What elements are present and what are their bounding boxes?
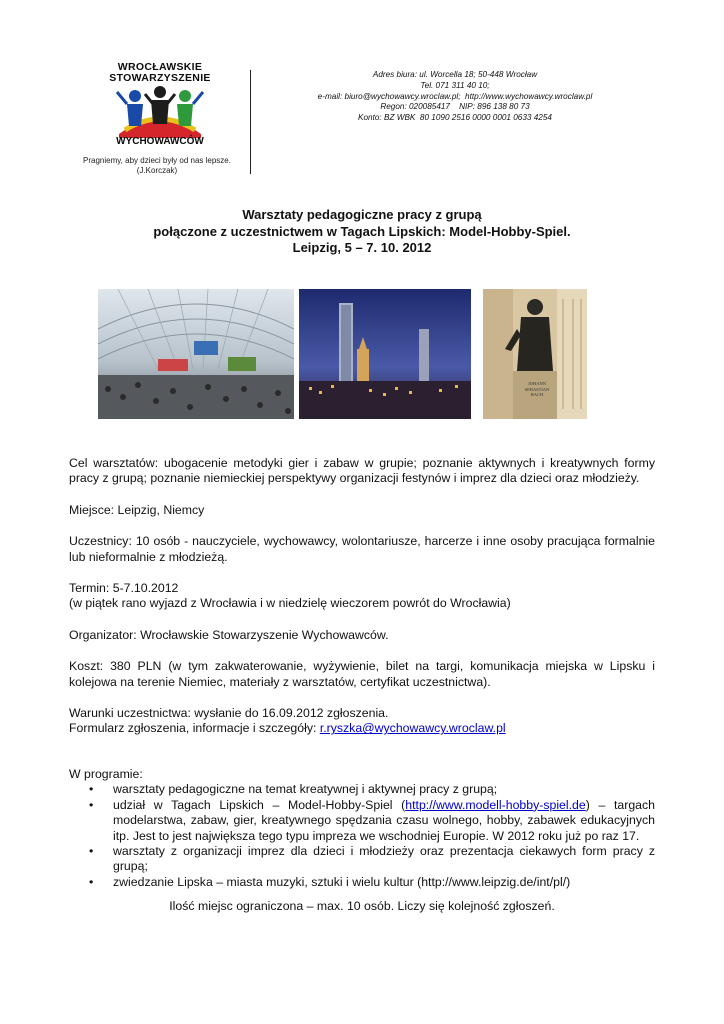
title-line1: Warsztaty pedagogiczne pracy z grupą [242,207,482,222]
logo-arc-text [80,62,240,84]
logo-line3: WYCHOWAWCÓW [116,136,204,147]
workshop-term [69,581,655,612]
motto [62,156,252,176]
program-item: • warsztaty pedagogiczne na temat kreatywnej i aktywnej pracy z grupą; [113,782,655,797]
program-item: • zwiedzanie Lipska – miasta muzyki, sztuki i wielu kultur (http://www.leipzig.de/int/pl/) [113,875,655,890]
workshop-place: Miejsce: Leipzig, Niemcy [69,502,205,517]
photo-bach-statue [483,289,587,419]
document-body [69,456,655,890]
workshop-conditions [69,706,655,737]
motto-quote: Pragniemy, aby dzieci były od nas lepsze. [83,156,231,165]
fair-website-link[interactable]: http://www.modell-hobby-spiel.de [405,797,586,812]
motto-author: (J.Korczak) [136,166,178,175]
title-line3: Leipzig, 5 – 7. 10. 2012 [292,240,432,255]
contact-email-link[interactable]: r.ryszka@wychowawcy.wroclaw.pl [319,721,506,736]
email-web-line: e-mail: biuro@wychowawcy.wroclaw.pl; http://www.wychowawcy.wroclaw.pl [317,91,593,101]
places-limited-note: Ilość miejsc ograniczona – max. 10 osób. Liczy się kolejność zgłoszeń. [169,899,555,913]
phone-line: Tel. 071 311 40 10; [420,80,490,90]
term-travel-note: (w piątek rano wyjazd z Wrocławia i w niedzielę wieczorem powrót do Wrocławia) [69,596,511,611]
photo-trade-fair-hall [98,289,294,419]
workshop-goal: Cel warsztatów: ubogacenie metodyki gier i zabaw w grupie; poznanie aktywnych i kreatywnych formy pracy z grupą; poznanie niemieckiej perspektywy organizacji festynów i imprez dla dzieci oraz młodzieży. [69,456,655,486]
term-dates: Termin: 5-7.10.2012 [69,581,179,596]
workshop-organizer: Organizator: Wrocławskie Stowarzyszenie Wychowawców. [69,627,389,642]
workshop-participants: Uczestnicy: 10 osób - nauczyciele, wychowawcy, wolontariusze, harcerze i inne osoby pracująca formalnie lub nieformalnie z młodzieżą. [69,534,655,564]
statue-plaque [519,381,555,398]
program-item-text: udział w Tagach Lipskich – Model-Hobby-Spiel ( [113,797,406,812]
conditions-deadline: Warunki uczestnictwa: wysłanie do 16.09.2012 zgłoszenia. [69,706,389,721]
program-item [113,798,655,844]
regon-nip-line: Regon: 020085417 NIP: 896 138 80 73 [380,102,530,112]
bank-account-line: Konto: BZ WBK 80 1090 2516 0000 0001 0633 4254 [358,113,552,123]
header-divider [250,70,251,174]
logo-line1: WROCŁAWSKIE [117,61,203,73]
program-item: • warsztaty z organizacji imprez dla dzieci i młodzieży oraz prezentacja ciekawych form pracy z grupą; [113,844,655,875]
document-title [60,207,664,257]
program-list [69,782,655,890]
photo-leipzig-skyline [299,289,471,419]
organization-logo [80,60,240,160]
program-item-text: ) – targach modelarstwa, zabaw, gier, kreatywnego spędzania czasu wolnego, hobby, zabawek edukacyjnych itp. Jest to jest największa tego typu impreza we wschodniej Europie. W 2012 roku już po raz 17. [113,797,655,843]
statue-plaque-line2: SEBASTIAN [524,386,550,392]
address-line: Adres biura: ul. Worcella 18; 50-448 Wrocław [372,70,538,79]
conditions-info-label: Formularz zgłoszenia, informacje i szczegóły: [69,721,320,736]
workshop-cost: Koszt: 380 PLN (w tym zakwaterowanie, wyżywienie, bilet na targi, komunikacja miejska w Lipsku i kolejowa na terenie Niemiec, materiały z warsztatów, certyfikat uczestnictwa). [69,659,655,689]
program-heading: W programie: [69,766,143,781]
office-address-block [260,70,650,124]
title-line2: połączone z uczestnictwem w Tagach Lipskich: Model-Hobby-Spiel. [153,223,571,239]
statue-plaque-line3: BACH [530,392,544,397]
logo-line2: STOWARZYSZENIE [109,72,211,84]
statue-plaque-line1: JOHANN [528,381,546,386]
logo-figures-icon [115,84,205,138]
